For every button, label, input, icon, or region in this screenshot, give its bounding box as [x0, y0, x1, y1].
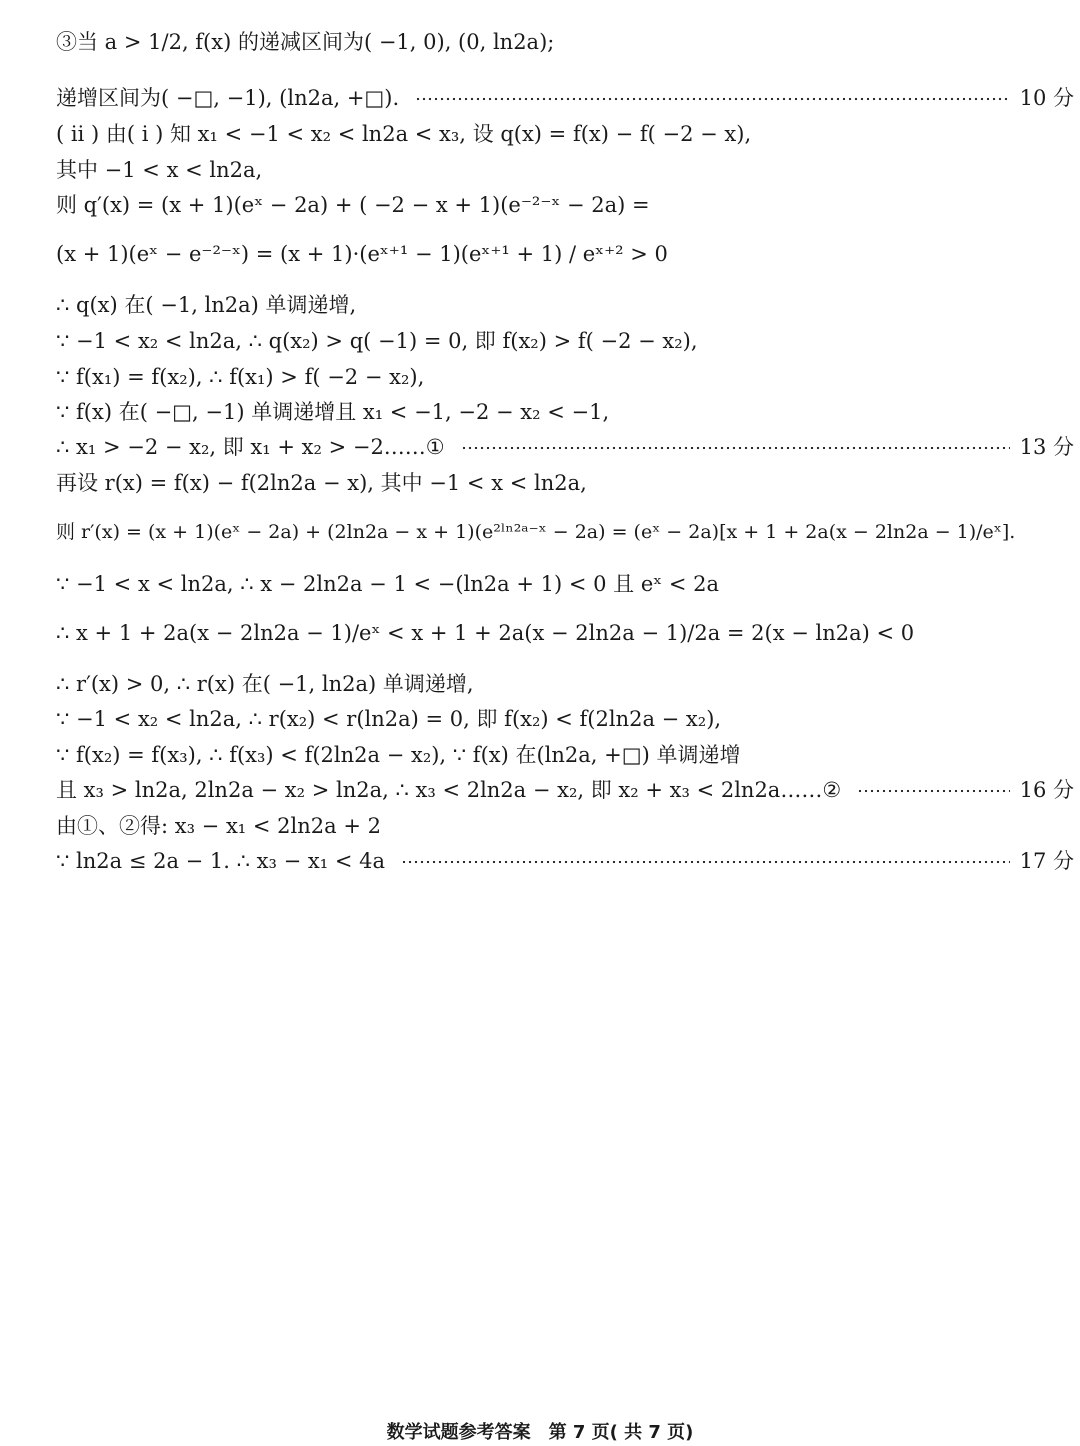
line-text: ∵ f(x) 在( −□, −1) 单调递增且 x₁ < −1, −2 − x₂ < −1, [56, 400, 610, 424]
solution-line [56, 473, 1074, 494]
line-text: 由①、②得: x₃ − x₁ < 2ln2a + 2 [56, 814, 381, 838]
solution-line [56, 32, 1074, 53]
solution-line [56, 780, 1074, 801]
line-text: ∵ −1 < x₂ < ln2a, ∴ r(x₂) < r(ln2a) = 0, 即 f(x₂) < f(2ln2a − x₂), [56, 707, 722, 731]
page-footer: 数学试题参考答案 第 7 页( 共 7 页) [386, 1422, 694, 1443]
line-text: ∴ x₁ > −2 − x₂, 即 x₁ + x₂ > −2……① [56, 435, 445, 459]
line-text: (x + 1)(eˣ − e⁻²⁻ˣ) = (x + 1)·(eˣ⁺¹ − 1)(eˣ⁺¹ + 1) / eˣ⁺² > 0 [56, 242, 668, 266]
solution-line [56, 244, 1074, 265]
score-mark: 17 分 [1019, 849, 1074, 873]
line-text: ∵ f(x₂) = f(x₃), ∴ f(x₃) < f(2ln2a − x₂), ∵ f(x) 在(ln2a, +□) 单调递增 [56, 743, 741, 767]
line-text: 则 q′(x) = (x + 1)(eˣ − 2a) + ( −2 − x + 1)(e⁻²⁻ˣ − 2a) = [56, 193, 650, 217]
solution-line [56, 195, 1074, 216]
leader-dots [857, 789, 1009, 793]
solution-line [56, 367, 1074, 388]
solution-line [56, 816, 1074, 837]
solution-line [56, 674, 1074, 695]
line-text: 且 x₃ > ln2a, 2ln2a − x₂ > ln2a, ∴ x₃ < 2ln2a − x₂, 即 x₂ + x₃ < 2ln2a……② [56, 778, 842, 802]
solution-line [56, 124, 1074, 145]
solution-line [56, 623, 1074, 644]
solution-line [56, 295, 1074, 316]
score-mark: 10 分 [1019, 86, 1074, 110]
solution-line [56, 709, 1074, 730]
line-text: ∵ −1 < x < ln2a, ∴ x − 2ln2a − 1 < −(ln2a + 1) < 0 且 eˣ < 2a [56, 572, 719, 596]
solution-line [56, 331, 1074, 352]
line-text: ∵ −1 < x₂ < ln2a, ∴ q(x₂) > q( −1) = 0, 即 f(x₂) > f( −2 − x₂), [56, 329, 698, 353]
score-mark: 13 分 [1019, 435, 1074, 459]
line-text: ∴ x + 1 + 2a(x − 2ln2a − 1)/eˣ < x + 1 + 2a(x − 2ln2a − 1)/2a = 2(x − ln2a) < 0 [56, 621, 915, 645]
solution-line [56, 523, 1074, 542]
solution-line [56, 745, 1074, 766]
leader-dots [401, 860, 1010, 864]
line-text: 则 r′(x) = (x + 1)(eˣ − 2a) + (2ln2a − x + 1)(e²ˡⁿ²ᵃ⁻ˣ − 2a) = (eˣ − 2a)[x + 1 + 2a(x − 2ln2a − 1)/eˣ]. [56, 521, 1016, 543]
line-text: 再设 r(x) = f(x) − f(2ln2a − x), 其中 −1 < x < ln2a, [56, 471, 587, 495]
line-text: ∴ q(x) 在( −1, ln2a) 单调递增, [56, 293, 357, 317]
solution-line [56, 402, 1074, 423]
line-text: ∴ r′(x) > 0, ∴ r(x) 在( −1, ln2a) 单调递增, [56, 672, 474, 696]
line-text: ∵ f(x₁) = f(x₂), ∴ f(x₁) > f( −2 − x₂), [56, 365, 425, 389]
line-text: 其中 −1 < x < ln2a, [56, 158, 263, 182]
line-text: ( ⅱ ) 由( ⅰ ) 知 x₁ < −1 < x₂ < ln2a < x₃, 设 q(x) = f(x) − f( −2 − x), [56, 122, 752, 146]
line-text: ③当 a > 1/2, f(x) 的递减区间为( −1, 0), (0, ln2a); [56, 30, 555, 54]
solution-line [56, 160, 1074, 181]
line-text: 递增区间为( −□, −1), (ln2a, +□). [56, 86, 400, 110]
score-mark: 16 分 [1019, 778, 1074, 802]
solution-line [56, 574, 1074, 595]
leader-dots [415, 97, 1009, 101]
leader-dots [461, 446, 1010, 450]
solution-line [56, 851, 1074, 872]
line-text: ∵ ln2a ≤ 2a − 1. ∴ x₃ − x₁ < 4a [56, 849, 385, 873]
solution-line [56, 88, 1074, 109]
solution-line [56, 437, 1074, 458]
